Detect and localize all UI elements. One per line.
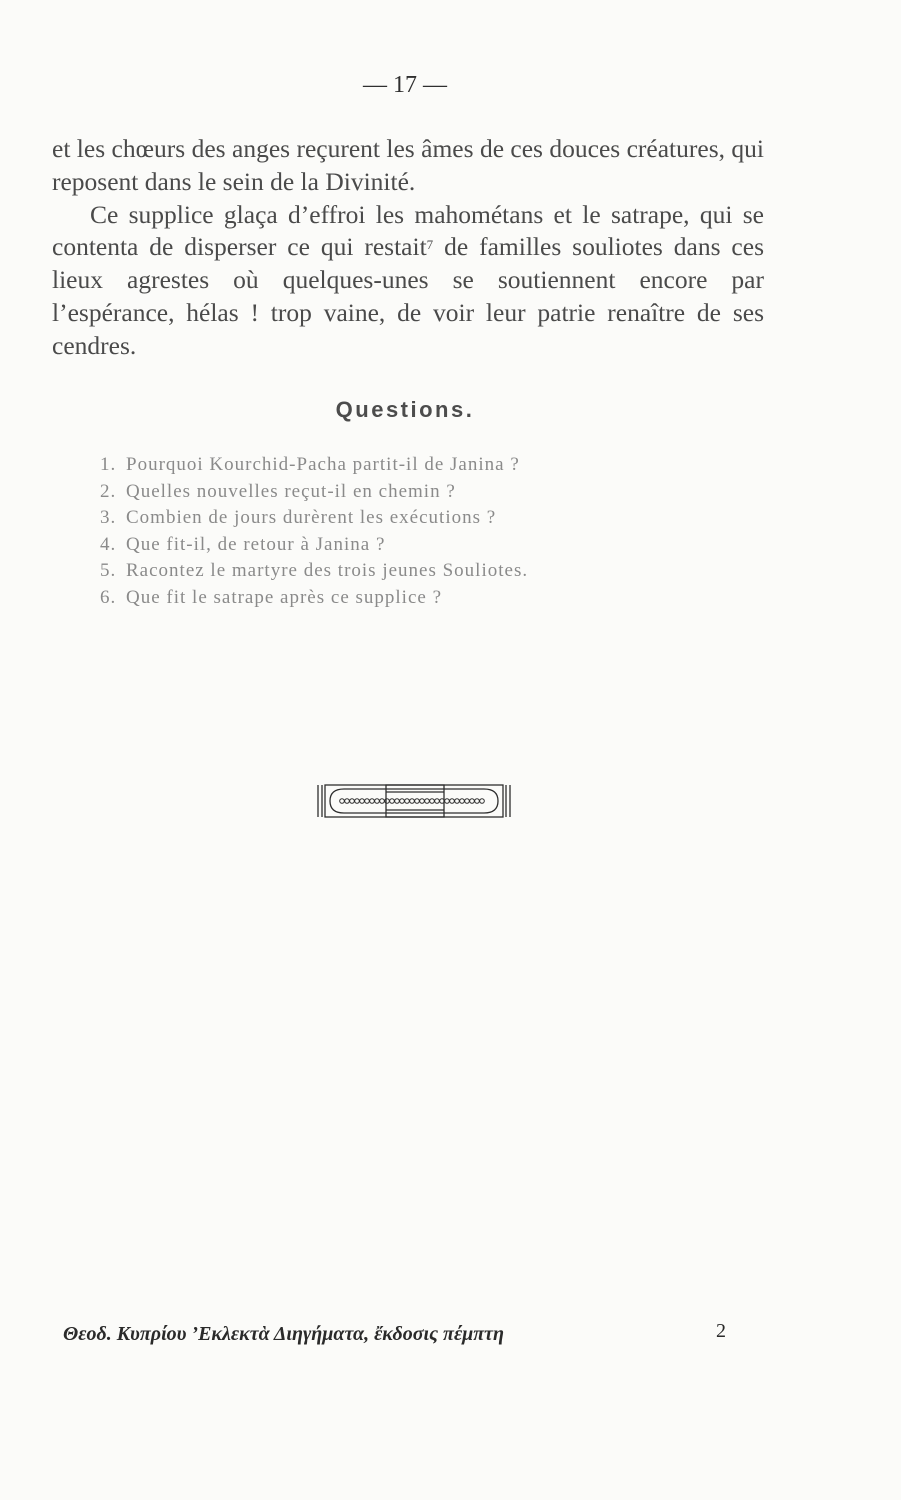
question-number: 1.: [100, 454, 117, 475]
note-mark: 7: [426, 237, 434, 253]
paragraph-text: de familles souliotes dans ces lieux agrestes où quelques-unes se soutiennent encore par l’espérance, hélas ! trop vaine, de voir leur patrie renaître de ses cendres.: [52, 232, 764, 360]
question-item: [100, 585, 528, 612]
question-item: [100, 452, 528, 479]
question-text: Combien de jours durèrent les exécutions ?: [126, 507, 497, 528]
paragraph: et les chœurs des anges reçurent les âmes de ces douces créatures, qui reposent dans le sein de la Divinité.: [52, 134, 764, 196]
paragraph: [52, 199, 764, 363]
question-text: Racontez le martyre des trois jeunes Souliotes.: [126, 560, 529, 581]
question-item: [100, 532, 528, 559]
question-number: 3.: [100, 507, 117, 528]
question-text: Quelles nouvelles reçut-il en chemin ?: [126, 480, 456, 502]
question-number: 4.: [100, 533, 117, 555]
question-item: [100, 505, 528, 532]
question-text: Que fit le satrape après ce supplice ?: [126, 586, 443, 608]
signature-mark: 2: [716, 1320, 726, 1342]
question-text: Pourquoi Kourchid-Pacha partit-il de Janina ?: [126, 454, 520, 475]
footer-citation: Θεοδ. Κυπρίου ’Εκλεκτὰ Διηγήματα, ἔκδοσις πέμπτη: [63, 1323, 505, 1345]
body-text: [52, 133, 764, 363]
decorative-ornament-icon: [316, 782, 512, 820]
question-text: Que fit-il, de retour à Janina ?: [126, 533, 386, 555]
paragraph-text: Ce supplice glaça d’effroi les mahométans et le satrape, qui se contenta de disperser ce qui restait: [52, 199, 764, 262]
questions-list: [100, 452, 528, 611]
question-number: 5.: [100, 560, 117, 581]
question-number: 6.: [100, 586, 117, 608]
question-number: 2.: [100, 480, 117, 502]
question-item: [100, 479, 528, 506]
page-number: — 17 —: [363, 72, 447, 98]
question-item: [100, 558, 528, 585]
questions-title: Questions.: [335, 397, 475, 422]
